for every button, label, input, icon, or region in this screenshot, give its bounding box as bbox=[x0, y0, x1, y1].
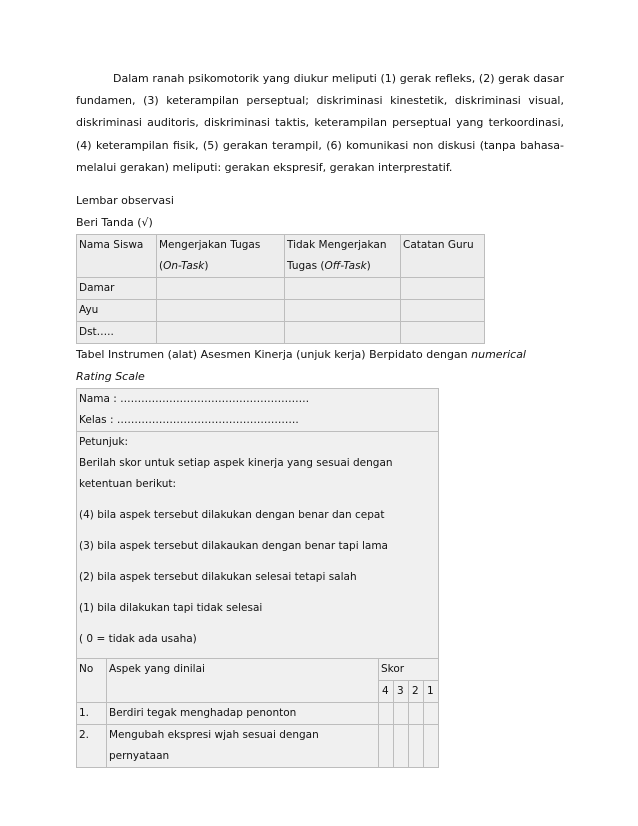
observation-table bbox=[76, 234, 485, 344]
col-score: Skor bbox=[379, 659, 439, 681]
item-no: 2. bbox=[77, 725, 107, 768]
student-name: Damar bbox=[77, 278, 157, 300]
observation-header-row bbox=[77, 235, 485, 278]
score-3: 3 bbox=[394, 681, 409, 703]
criterion-1: (1) bila dilakukan tapi tidak selesai bbox=[79, 602, 263, 615]
table-row bbox=[77, 278, 485, 300]
table-row bbox=[77, 300, 485, 322]
score-2: 2 bbox=[409, 681, 424, 703]
score-header-row bbox=[77, 659, 439, 681]
header-note: Catatan Guru bbox=[401, 235, 485, 278]
header-off-task: Tidak Mengerjakan Tugas (Off-Task) bbox=[285, 235, 401, 278]
criterion-4: (4) bila aspek tersebut dilakukan dengan benar dan cepat bbox=[79, 509, 385, 522]
instruction-row bbox=[77, 432, 439, 659]
header-on-task: Mengerjakan Tugas (On-Task) bbox=[157, 235, 285, 278]
instruction-title: Petunjuk: bbox=[79, 436, 129, 449]
instruction-text: Berilah skor untuk setiap aspek kinerja yang sesuai dengan ketentuan berikut: bbox=[79, 457, 393, 491]
rating-caption: Tabel Instrumen (alat) Asesmen Kinerja (unjuk kerja) Berpidato dengan numerical Rating Scale bbox=[76, 348, 526, 384]
criterion-3: (3) bila aspek tersebut dilakaukan dengan benar tapi lama bbox=[79, 540, 388, 553]
table-row bbox=[77, 703, 439, 725]
document-page bbox=[76, 68, 564, 768]
student-name: Ayu bbox=[77, 300, 157, 322]
intro-paragraph: Dalam ranah psikomotorik yang diukur meliputi (1) gerak refleks, (2) gerak dasar fundamen, (3) keterampilan perseptual; diskriminasi kinestetik, diskriminasi visual, diskriminasi auditoris, diskriminasi taktis, keterampilan perseptual yang terkoordinasi, (4) keterampilan fisik, (5) gerakan terampil, (6) komunikasi non diskusi (tanpa bahasa-melalui gerakan) meliputi: gerakan ekspresif, gerakan interprestatif. bbox=[76, 72, 564, 174]
observation-instruction: Beri Tanda (√) bbox=[76, 216, 153, 230]
score-1: 1 bbox=[424, 681, 439, 703]
table-row bbox=[77, 725, 439, 768]
criterion-2: (2) bila aspek tersebut dilakukan selesai tetapi salah bbox=[79, 571, 357, 584]
item-aspect: Berdiri tegak menghadap penonton bbox=[107, 703, 379, 725]
student-name: Dst….. bbox=[77, 322, 157, 344]
observation-title: Lembar observasi bbox=[76, 194, 174, 208]
item-no: 1. bbox=[77, 703, 107, 725]
rating-table bbox=[76, 388, 439, 768]
name-field: Nama : ……………………………………………… bbox=[79, 393, 310, 406]
col-no: No bbox=[77, 659, 107, 703]
header-name: Nama Siswa bbox=[77, 235, 157, 278]
col-aspect: Aspek yang dinilai bbox=[107, 659, 379, 703]
identity-row bbox=[77, 389, 439, 432]
item-aspect: Mengubah ekspresi wjah sesuai dengan pernyataan bbox=[107, 725, 379, 768]
class-field: Kelas : ……………………………………………. bbox=[79, 414, 299, 427]
table-row bbox=[77, 322, 485, 344]
score-4: 4 bbox=[379, 681, 394, 703]
criterion-0: ( 0 = tidak ada usaha) bbox=[79, 633, 197, 646]
